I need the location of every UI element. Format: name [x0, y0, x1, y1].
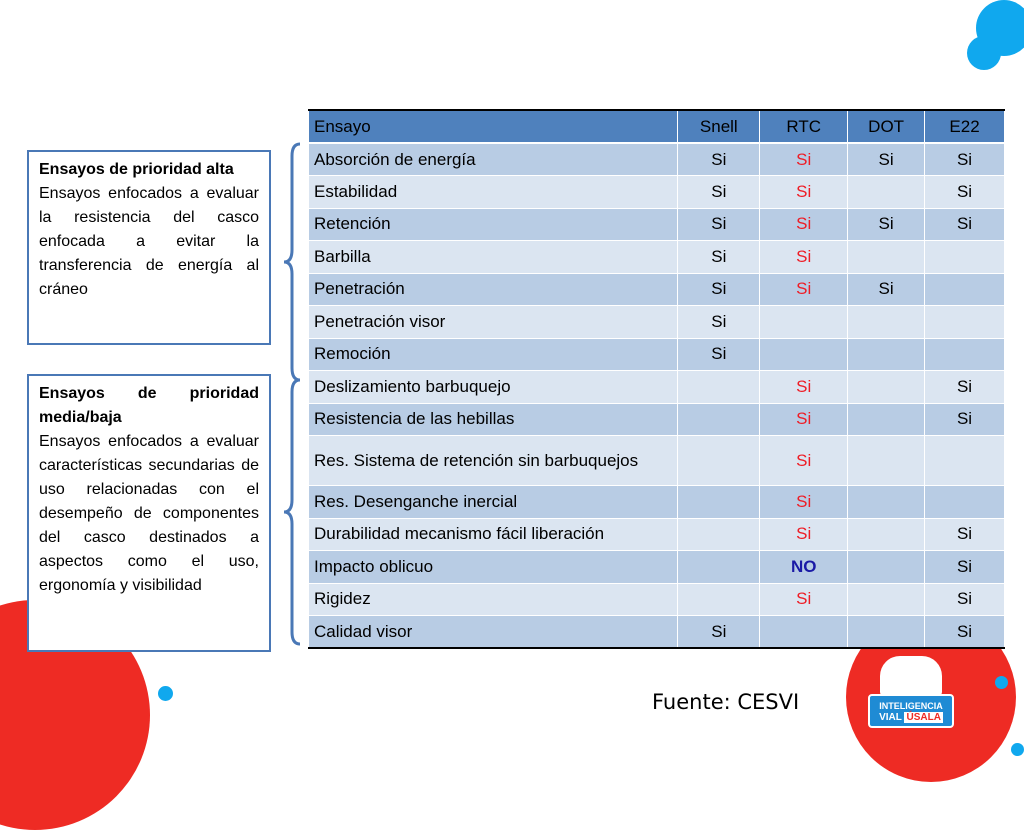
- cell-snell: Si: [678, 176, 760, 209]
- table-row: [309, 241, 1005, 274]
- cell-snell: [678, 551, 760, 584]
- source-caption: Fuente: CESVI: [652, 690, 800, 714]
- medium-priority-heading: Ensayos de prioridad media/baja: [39, 385, 259, 426]
- table-body: [309, 143, 1005, 648]
- cell-e22: [925, 486, 1005, 519]
- cell-test: Res. Desenganche inercial: [309, 486, 678, 519]
- cell-test: Calidad visor: [309, 616, 678, 649]
- cell-e22: [925, 436, 1005, 486]
- decorative-circle-top-small: [967, 36, 1001, 70]
- cell-test: Impacto oblicuo: [309, 551, 678, 584]
- cell-e22: Si: [925, 583, 1005, 616]
- cell-snell: Si: [678, 241, 760, 274]
- table-row: [309, 273, 1005, 306]
- decorative-dot-right: [995, 676, 1008, 689]
- header-dot: DOT: [848, 110, 925, 143]
- table-row: [309, 616, 1005, 649]
- logo-line2b: ÚSALA: [906, 712, 941, 723]
- cell-test: Rigidez: [309, 583, 678, 616]
- cell-rtc: Si: [760, 273, 848, 306]
- table-row: [309, 518, 1005, 551]
- cell-dot: [848, 616, 925, 649]
- cell-dot: [848, 583, 925, 616]
- cell-rtc: Si: [760, 176, 848, 209]
- cell-e22: Si: [925, 176, 1005, 209]
- cell-dot: [848, 338, 925, 371]
- cell-snell: Si: [678, 338, 760, 371]
- table-header-row: [309, 110, 1005, 143]
- high-priority-box: [27, 150, 271, 345]
- high-priority-description: Ensayos enfocados a evaluar la resistencia del casco enfocada a evitar la transferencia de energía al cráneo: [39, 185, 259, 298]
- cell-rtc: [760, 306, 848, 339]
- cell-snell: [678, 403, 760, 436]
- cell-e22: Si: [925, 518, 1005, 551]
- decorative-dot-left: [158, 686, 173, 701]
- cell-rtc: Si: [760, 518, 848, 551]
- table-row: [309, 486, 1005, 519]
- cell-rtc: [760, 616, 848, 649]
- cell-test: Deslizamiento barbuquejo: [309, 371, 678, 404]
- header-rtc: RTC: [760, 110, 848, 143]
- table-row: [309, 143, 1005, 176]
- cell-dot: [848, 371, 925, 404]
- cell-rtc: Si: [760, 403, 848, 436]
- cell-dot: [848, 306, 925, 339]
- cell-snell: [678, 486, 760, 519]
- inteligencia-vial-logo: [868, 694, 954, 728]
- cell-dot: [848, 486, 925, 519]
- cell-e22: Si: [925, 371, 1005, 404]
- cell-test: Absorción de energía: [309, 143, 678, 176]
- table-row: [309, 176, 1005, 209]
- cell-dot: [848, 551, 925, 584]
- brace-high-priority: [282, 142, 304, 382]
- cell-dot: Si: [848, 208, 925, 241]
- table-row: [309, 551, 1005, 584]
- cell-dot: [848, 403, 925, 436]
- header-snell: Snell: [678, 110, 760, 143]
- cell-rtc: [760, 338, 848, 371]
- cell-rtc: NO: [760, 551, 848, 584]
- cell-snell: Si: [678, 616, 760, 649]
- cell-snell: Si: [678, 273, 760, 306]
- cell-test: Penetración: [309, 273, 678, 306]
- cell-test: Estabilidad: [309, 176, 678, 209]
- cell-test: Retención: [309, 208, 678, 241]
- cell-e22: Si: [925, 551, 1005, 584]
- cell-snell: Si: [678, 143, 760, 176]
- table-row: [309, 403, 1005, 436]
- table-row: [309, 436, 1005, 486]
- cell-dot: [848, 176, 925, 209]
- header-ensayo: Ensayo: [309, 110, 678, 143]
- table-row: [309, 338, 1005, 371]
- cell-rtc: Si: [760, 436, 848, 486]
- cell-test: Resistencia de las hebillas: [309, 403, 678, 436]
- cell-e22: Si: [925, 208, 1005, 241]
- cell-rtc: Si: [760, 371, 848, 404]
- header-e22: E22: [925, 110, 1005, 143]
- cell-snell: Si: [678, 208, 760, 241]
- cell-e22: [925, 273, 1005, 306]
- brace-medium-priority: [282, 378, 304, 646]
- cell-e22: [925, 338, 1005, 371]
- helmet-tests-table: [308, 109, 1005, 649]
- table-row: [309, 371, 1005, 404]
- cell-e22: [925, 241, 1005, 274]
- cell-test: Barbilla: [309, 241, 678, 274]
- cell-test: Durabilidad mecanismo fácil liberación: [309, 518, 678, 551]
- cell-snell: Si: [678, 306, 760, 339]
- medium-priority-description: Ensayos enfocados a evaluar características secundarias de uso relacionadas con el desempeño de componentes del casco destinados a aspectos como el uso, ergonomía y visibilidad: [39, 433, 259, 594]
- cell-test: Res. Sistema de retención sin barbuquejos: [309, 436, 678, 486]
- cell-test: Remoción: [309, 338, 678, 371]
- cell-rtc: Si: [760, 486, 848, 519]
- cell-e22: Si: [925, 616, 1005, 649]
- table-row: [309, 306, 1005, 339]
- table-row: [309, 583, 1005, 616]
- cell-test: Penetración visor: [309, 306, 678, 339]
- cell-e22: [925, 306, 1005, 339]
- cell-dot: [848, 241, 925, 274]
- cell-dot: Si: [848, 273, 925, 306]
- logo-line1: INTELIGENCIA: [879, 701, 943, 711]
- cell-dot: Si: [848, 143, 925, 176]
- logo-line2a: VIAL: [879, 712, 902, 723]
- cell-rtc: Si: [760, 583, 848, 616]
- cell-e22: Si: [925, 403, 1005, 436]
- medium-priority-box: [27, 374, 271, 652]
- cell-rtc: Si: [760, 143, 848, 176]
- table-row: [309, 208, 1005, 241]
- cell-rtc: Si: [760, 208, 848, 241]
- high-priority-heading: Ensayos de prioridad alta: [39, 161, 234, 178]
- cell-e22: Si: [925, 143, 1005, 176]
- cell-dot: [848, 518, 925, 551]
- cell-rtc: Si: [760, 241, 848, 274]
- logo-mascot-head: [880, 656, 942, 696]
- decorative-dot-right-bottom: [1011, 743, 1024, 756]
- cell-snell: [678, 518, 760, 551]
- cell-dot: [848, 436, 925, 486]
- cell-snell: [678, 371, 760, 404]
- cell-snell: [678, 436, 760, 486]
- cell-snell: [678, 583, 760, 616]
